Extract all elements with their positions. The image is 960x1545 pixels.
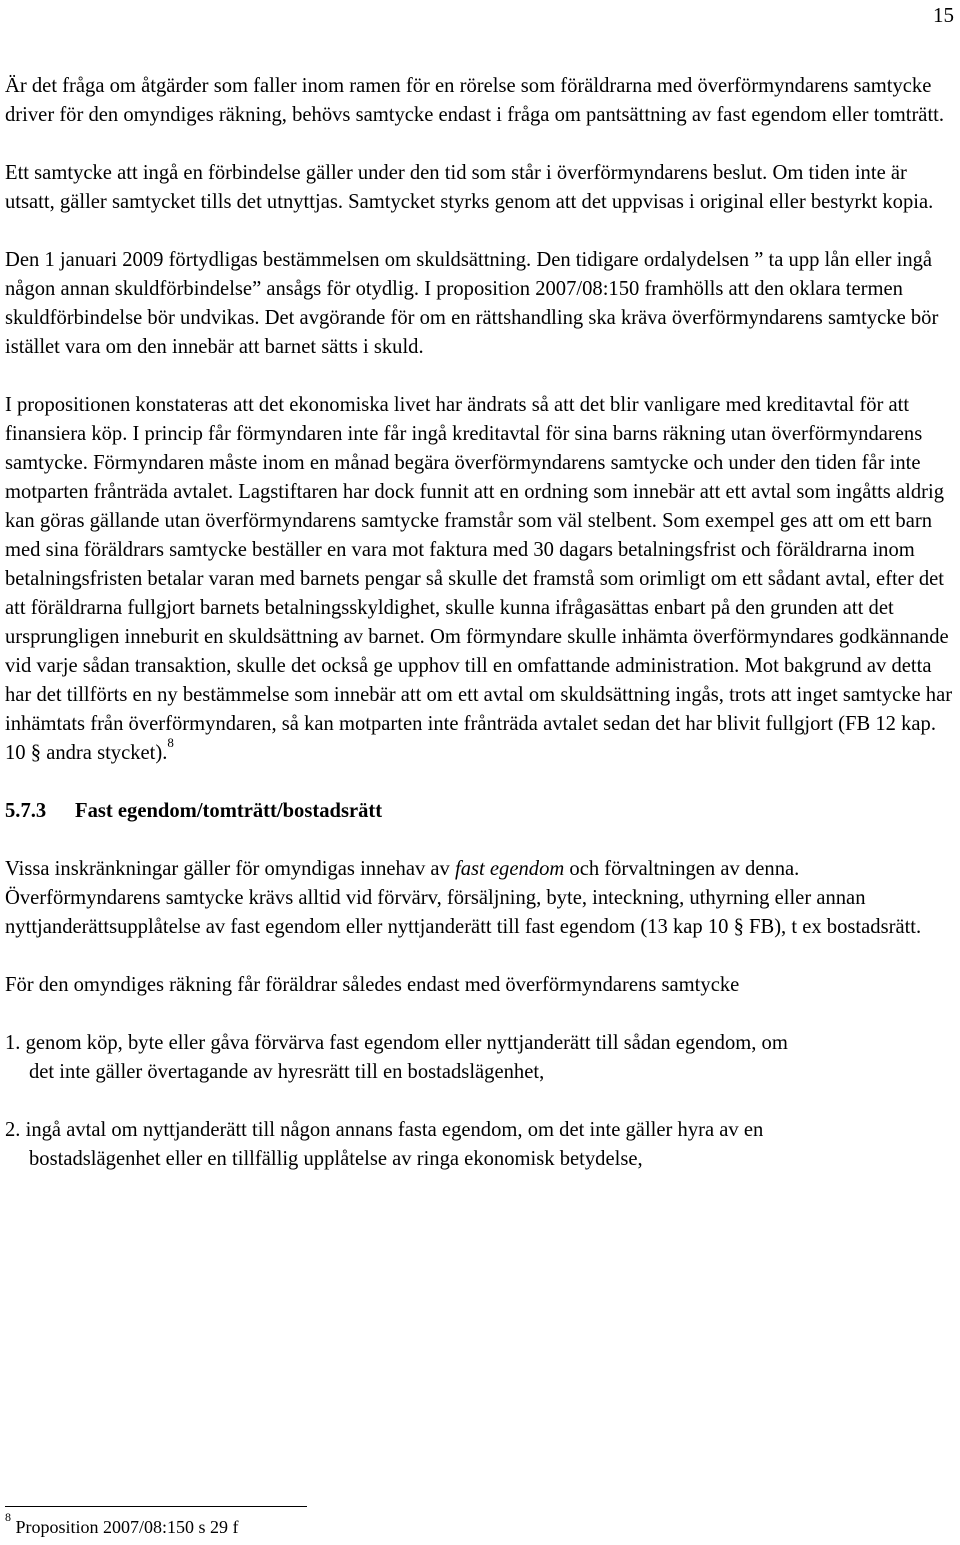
footnote-divider [5,1506,307,1507]
footnote-reference: 8 [167,735,174,751]
paragraph-fast-egendom-end: och förvaltningen av denna. Överförmyndarens samtycke krävs alltid vid förvärv, försäljning, byte, inteckning, uthyrning eller annan nyttjanderättsupplåtelse av fast egendom eller nyttjanderätt till fast egendom (13 kap 10 § FB), t ex bostadsrätt. [5,858,922,938]
list-item-2-line2: bostadslägenhet eller en tillfällig upplåtelse av ringa ekonomisk betydelse, [29,1148,643,1170]
paragraph-samtycke-giltighet: Ett samtycke att ingå en förbindelse gäller under den tid som står i överförmyndarens beslut. Om tiden inte är utsatt, gäller samtycket tills det utnyttjas. Samtycket styrks genom att det uppvisas i original eller bestyrkt kopia. [5,162,934,213]
footnote [5,1510,239,1539]
paragraph-foraldrar-samtycke: För den omyndiges räkning får föräldrar således endast med överförmyndarens samtycke [5,974,740,996]
footnote-text: Proposition 2007/08:150 s 29 f [15,1517,239,1537]
paragraph-kreditavtal [5,391,955,768]
paragraph-fast-egendom [5,855,955,942]
section-title: Fast egendom/tomträtt/bostadsrätt [75,800,383,822]
section-number: 5.7.3 [5,800,47,822]
paragraph-fast-egendom-start: Vissa inskränkningar gäller för omyndigas innehav av [5,858,455,880]
paragraph-rorelse: Är det fråga om åtgärder som faller inom ramen för en rörelse som föräldrarna med överförmyndarens samtycke driver för den omyndiges räkning, behövs samtycke endast i fråga om pantsättning av fast egendom eller tomträtt. [5,75,945,126]
paragraph-kreditavtal-text: I propositionen konstateras att det ekonomiska livet har ändrats så att det blir vanligare med kreditavtal för att finansiera köp. I princip får förmyndaren inte får ingå kreditavtal för sina barns räkning utan överförmyndarens samtycke. Förmyndaren måste inom en månad begära överförmyndarens samtycke och under den tiden får inte motparten frånträda avtalet. Lagstiftaren har dock funnit att en ordning som innebär att ett avtal som ingåtts aldrig kan göras gällande utan överförmyndarens samtycke framstår som väl stelbent. Som exempel ges att om ett barn med sina föräldrars samtycke beställer en vara mot faktura med 30 dagars betalningsfrist och föräldrarna inom betalningsfristen betalar varan med barnets pengar så skulle det framstå som orimligt om ett sådant avtal, efter det att föräldrarna fullgjort barnets betalningsskyldighet, skulle kunna ifrågasättas enbart på den grunden att det ursprungligen inneburit en skuldsättning av barnet. Om förmyndare skulle inhämta överförmyndares godkännande vid varje sådan transaktion, skulle det också ge upphov till en omfattande administration. Mot bakgrund av detta har det tillförts en ny bestämmelse som innebär att om ett avtal om skuldsättning ingås, trots att inget samtycke har inhämtats från överförmyndaren, så kan motparten inte frånträda avtalet sedan det har blivit fullgjort (FB 12 kap. 10 § andra stycket). [5,394,953,764]
document-body [5,72,955,1174]
list-item-1-line1: 1. genom köp, byte eller gåva förvärva fast egendom eller nyttjanderätt till sådan egendom, om [5,1032,788,1054]
list-item-1 [5,1029,955,1087]
section-heading [5,797,955,826]
footnote-number: 8 [5,1510,11,1524]
term-fast-egendom: fast egendom [455,858,565,880]
list-item-1-line2: det inte gäller övertagande av hyresrätt till en bostadslägenhet, [29,1061,545,1083]
page-number: 15 [933,3,954,27]
list-item-2-line1: 2. ingå avtal om nyttjanderätt till någon annans fasta egendom, om det inte gäller hyra av en [5,1119,764,1141]
paragraph-skuldsattning: Den 1 januari 2009 förtydligas bestämmelsen om skuldsättning. Den tidigare ordalydelsen ” ta upp lån eller ingå någon annan skuldförbindelse” ansågs för otydlig. I proposition 2007/08:150 framhölls att den oklara termen skuldförbindelse bör undvikas. Det avgörande för om en rättshandling ska kräva överförmyndarens samtycke bör istället vara om den innebär att barnet sätts i skuld. [5,249,939,358]
list-item-2 [5,1116,955,1174]
